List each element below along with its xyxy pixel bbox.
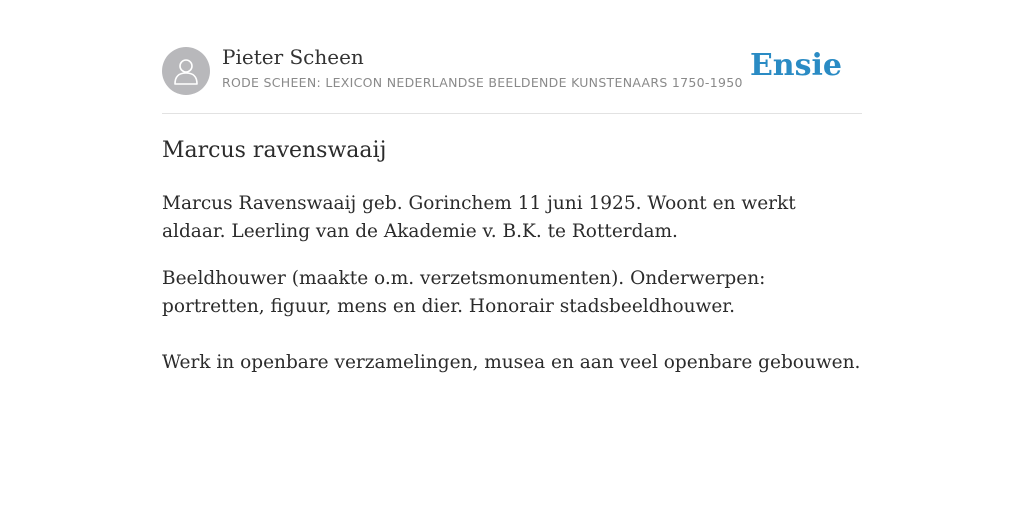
author-avatar[interactable]: [162, 47, 210, 95]
article-card: [162, 0, 862, 373]
user-icon: [173, 57, 199, 85]
article-header: [162, 0, 862, 114]
author-name[interactable]: Pieter Scheen: [222, 45, 364, 69]
article-paragraph: Marcus Ravenswaaij geb. Gorinchem 11 juni 1925. Woont en werkt aldaar. Leerling van de Akademie v. B.K. te Rotterdam.: [162, 193, 796, 242]
article-title: Marcus ravenswaaij: [162, 138, 387, 163]
article-paragraph: Werk in openbare verzamelingen, musea en aan veel openbare gebouwen.: [162, 352, 861, 373]
article-paragraph: Beeldhouwer (maakte o.m. verzetsmonumenten). Onderwerpen: portretten, figuur, mens en dier. Honorair stadsbeeldhouwer.: [162, 268, 766, 317]
brand-logo[interactable]: Ensie: [749, 48, 842, 83]
source-label[interactable]: RODE SCHEEN: LEXICON NEDERLANDSE BEELDENDE KUNSTENAARS 1750-1950: [222, 75, 743, 90]
